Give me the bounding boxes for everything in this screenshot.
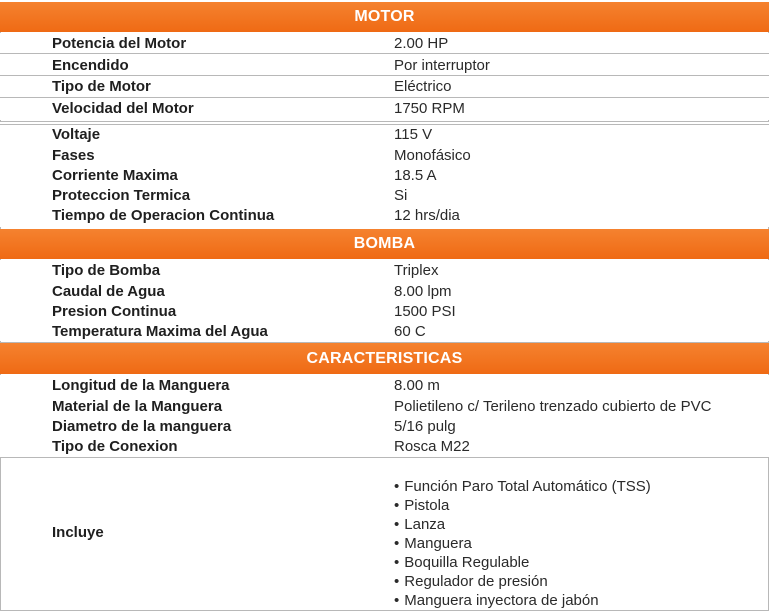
row-value: Monofásico <box>394 147 471 164</box>
row-value: 5/16 pulg <box>394 418 456 435</box>
row-label: Presion Continua <box>52 303 177 320</box>
table-row <box>0 281 769 301</box>
row-value: Si <box>394 187 408 204</box>
list-item: • Pistola <box>394 496 651 515</box>
row-value: 8.00 m <box>394 377 440 394</box>
table-row <box>0 301 769 321</box>
row-label: Potencia del Motor <box>52 35 187 52</box>
row-value: Rosca M22 <box>394 438 470 455</box>
section-header-caracteristicas <box>0 343 769 374</box>
incluye-label: Incluye <box>52 524 104 541</box>
row-value: Por interruptor <box>394 57 490 74</box>
row-value: 1500 PSI <box>394 303 456 320</box>
row-value: 2.00 HP <box>394 35 449 52</box>
row-label: Diametro de la manguera <box>52 418 232 435</box>
row-label: Proteccion Termica <box>52 187 191 204</box>
section-title-bomba: BOMBA <box>353 235 416 252</box>
row-value: Eléctrico <box>394 78 452 95</box>
table-row <box>0 206 769 227</box>
list-item: • Manguera <box>394 534 651 553</box>
row-label: Material de la Manguera <box>52 398 223 415</box>
row-value: 1750 RPM <box>394 100 465 117</box>
table-row <box>0 98 769 120</box>
table-row <box>0 76 769 98</box>
row-label: Tipo de Motor <box>52 78 151 95</box>
row-label: Longitud de la Manguera <box>52 377 230 394</box>
row-label: Tiempo de Operacion Continua <box>52 207 275 224</box>
table-row <box>0 375 769 396</box>
list-item: • Regulador de presión <box>394 572 651 591</box>
list-item: • Boquilla Regulable <box>394 553 651 572</box>
row-label: Corriente Maxima <box>52 167 178 184</box>
list-item: • Función Paro Total Automático (TSS) <box>394 477 651 496</box>
row-label: Caudal de Agua <box>52 283 165 300</box>
section-title-motor: MOTOR <box>354 8 415 25</box>
list-item: • Lanza <box>394 515 651 534</box>
row-label: Fases <box>52 147 95 164</box>
row-value: 115 V <box>394 126 433 143</box>
table-row <box>0 436 769 458</box>
table-row <box>0 33 769 54</box>
table-row <box>0 166 769 186</box>
table-row <box>0 396 769 416</box>
table-row <box>0 125 769 146</box>
table-row <box>0 54 769 76</box>
row-value: 8.00 lpm <box>394 283 452 300</box>
row-value: Polietileno c/ Terileno trenzado cubierto de PVC <box>394 398 712 415</box>
row-label: Voltaje <box>52 126 101 143</box>
section-header-motor <box>0 2 769 32</box>
table-row <box>0 260 769 281</box>
table-row <box>0 186 769 206</box>
row-label: Temperatura Maxima del Agua <box>52 323 268 340</box>
table-row <box>0 321 769 341</box>
row-label: Encendido <box>52 57 129 74</box>
incluye-list <box>394 477 651 610</box>
row-value: 18.5 A <box>394 167 437 184</box>
row-label: Tipo de Conexion <box>52 438 178 455</box>
row-value: 12 hrs/dia <box>394 207 460 224</box>
section-title-caracteristicas: CARACTERISTICAS <box>306 349 463 367</box>
row-value: Triplex <box>394 262 439 279</box>
row-value: 60 C <box>394 323 426 340</box>
row-label: Tipo de Bomba <box>52 262 161 279</box>
row-label: Velocidad del Motor <box>52 100 194 117</box>
table-row <box>0 146 769 166</box>
table-row <box>0 416 769 436</box>
section-header-bomba <box>0 229 769 259</box>
list-item: • Manguera inyectora de jabón <box>394 591 651 610</box>
